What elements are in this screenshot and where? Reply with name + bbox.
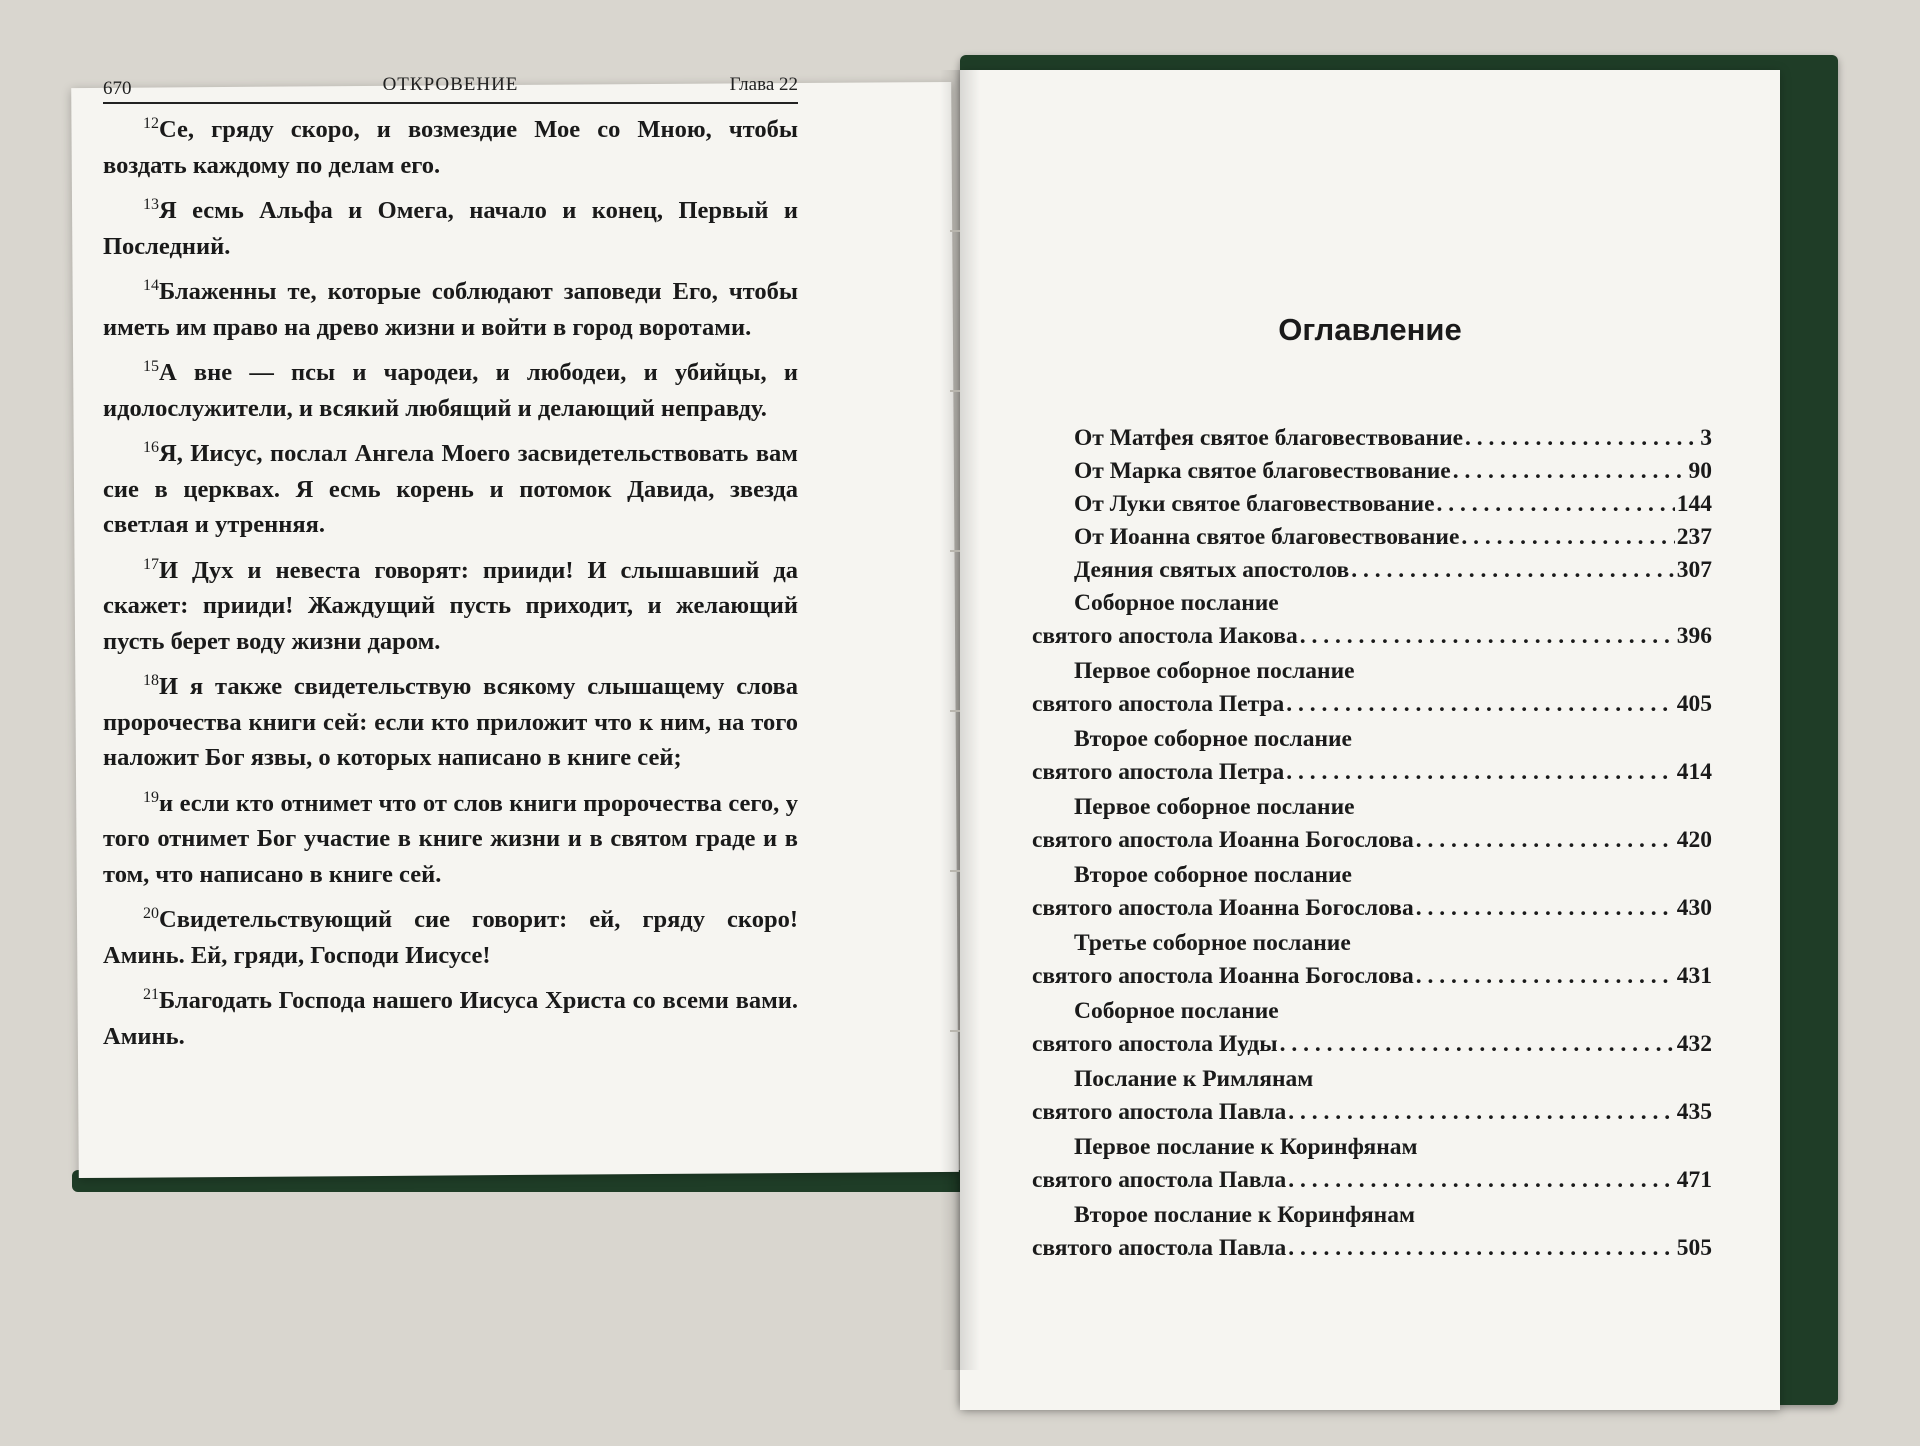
verse-number: 13 [143,195,159,213]
verse [103,112,798,183]
toc-leader-dots [1351,554,1675,587]
toc-page-number: 430 [1676,895,1712,921]
toc-entry-line: Третье соборное послание [1074,930,1351,956]
toc-entry [1032,587,1712,653]
running-head [103,70,798,104]
toc-entry-title: От Матфея святое благовествование [1074,425,1464,451]
verse-text: А вне — псы и чародеи, и любодеи, и убийцы, и идолослужители, и всякий любящий и делающий неправду. [103,359,798,422]
verse-number: 15 [143,357,159,375]
toc-leader-dots [1288,1232,1675,1265]
toc-entry-title: святого апостола Павла [1032,1235,1287,1261]
verse-number: 12 [143,114,159,132]
verse [103,669,798,776]
toc-leader-dots [1300,620,1675,653]
verse-number: 18 [143,671,159,689]
verse [103,193,798,264]
binding-stitch [950,230,960,232]
verse-text: Благодать Господа нашего Иисуса Христа со всеми вами. Аминь. [103,987,798,1050]
toc-page-number: 144 [1676,491,1712,517]
toc-entry [1032,723,1712,789]
verse [103,983,798,1054]
toc-page-number: 432 [1676,1031,1712,1057]
verse-list [103,112,798,1064]
toc-page-number: 414 [1676,759,1712,785]
toc-entry [1032,1063,1712,1129]
toc-leader-dots [1286,756,1675,789]
verse-text: И Дух и невеста говорят: прииди! И слышавший да скажет: прииди! Жаждущий пусть приходит, и желающий пусть берет воду жизни даром. [103,556,798,655]
toc-page-number: 3 [1700,425,1712,451]
toc-leader-dots [1453,455,1687,488]
toc-entry [1032,859,1712,925]
verse [103,786,798,893]
toc-leader-dots [1465,422,1698,455]
binding-stitch [950,550,960,552]
book-gutter [940,70,980,1370]
toc-page-number: 505 [1676,1235,1712,1261]
verse-number: 19 [143,788,159,806]
toc-page-number: 405 [1676,691,1712,717]
toc-leader-dots [1437,488,1675,521]
verse-number: 17 [143,555,159,573]
toc-entry-line: Соборное послание [1074,590,1279,616]
toc-entry-title: святого апостола Иакова [1032,623,1298,649]
page-number: 670 [103,78,132,99]
verse-text: И я также свидетельствую всякому слышащему слова пророчества книги сей: если кто приложит что к ним, на того наложит Бог язвы, о которых написано в книге сей; [103,673,798,771]
toc-entry [1032,995,1712,1061]
verse [103,902,798,973]
verse-text: Я есмь Альфа и Омега, начало и конец, Первый и Последний. [103,197,798,260]
toc-entry-line: Послание к Римлянам [1074,1066,1314,1092]
toc-entry-line: Второе соборное послание [1074,862,1352,888]
toc-page-number: 396 [1676,623,1712,649]
toc-entry-title: святого апостола Павла [1032,1099,1287,1125]
toc-entry-title: святого апостола Иоанна Богослова [1032,827,1414,853]
toc-page-number: 90 [1688,458,1712,484]
toc-page-number: 307 [1676,557,1712,583]
toc-leader-dots [1288,1164,1675,1197]
toc-entry [1032,655,1712,721]
toc-entry [1032,488,1712,521]
toc-entry-line: Второе соборное послание [1074,726,1352,752]
toc-entry [1032,1199,1712,1265]
toc-entry-line: Первое соборное послание [1074,658,1355,684]
verse-text: Свидетельствующий сие говорит: ей, гряду скоро! Аминь. Ей, гряди, Господи Иисусе! [103,906,798,969]
toc-entry [1032,791,1712,857]
toc-page-number: 471 [1676,1167,1712,1193]
toc-entry-title: святого апостола Иуды [1032,1031,1278,1057]
toc-leader-dots [1416,824,1675,857]
toc-entry-title: святого апостола Иоанна Богослова [1032,963,1414,989]
verse-text: Се, гряду скоро, и возмездие Мое со Мною, чтобы воздать каждому по делам его. [103,116,798,179]
toc-leader-dots [1286,688,1675,721]
toc-entry [1032,927,1712,993]
toc-entry-title: Деяния святых апостолов [1074,557,1350,583]
toc-entry-title: От Иоанна святое благовествование [1074,524,1460,550]
table-of-contents [1032,422,1712,1267]
toc-page-number: 420 [1676,827,1712,853]
toc-leader-dots [1280,1028,1675,1061]
toc-page-number: 237 [1676,524,1712,550]
verse [103,553,798,660]
toc-entry-title: святого апостола Павла [1032,1167,1287,1193]
verse-number: 16 [143,438,159,456]
toc-title: Оглавление [1278,312,1462,347]
toc-entry-line: Первое соборное послание [1074,794,1355,820]
toc-entry [1032,554,1712,587]
toc-page-number: 435 [1676,1099,1712,1125]
toc-page-number: 431 [1676,963,1712,989]
verse-number: 20 [143,904,159,922]
verse-text: и если кто отнимет что от слов книги пророчества сего, у того отнимет Бог участие в книге жизни и в святом граде и в том, что написано в книге сей. [103,789,798,888]
verse-text: Я, Иисус, послал Ангела Моего засвидетельствовать вам сие в церквах. Я есмь корень и потомок Давида, звезда светлая и утренняя. [103,440,798,538]
toc-entry [1032,422,1712,455]
verse [103,355,798,426]
verse-number: 14 [143,276,159,294]
toc-leader-dots [1288,1096,1675,1129]
verse [103,436,798,543]
verse [103,274,798,345]
verse-text: Блаженны те, которые соблюдают заповеди Его, чтобы иметь им право на древо жизни и войти в город воротами. [103,278,798,341]
toc-leader-dots [1416,892,1675,925]
toc-entry [1032,455,1712,488]
toc-entry [1032,521,1712,554]
toc-entry [1032,1131,1712,1197]
toc-entry-title: святого апостола Петра [1032,759,1285,785]
toc-entry-line: Второе послание к Коринфянам [1074,1202,1415,1228]
binding-stitch [950,710,960,712]
toc-entry-title: От Луки святое благовествование [1074,491,1435,517]
toc-entry-title: От Марка святое благовествование [1074,458,1451,484]
toc-entry-title: святого апостола Иоанна Богослова [1032,895,1414,921]
chapter-label: Глава 22 [729,74,798,95]
verse-number: 21 [143,985,159,1003]
book-title: ОТКРОВЕНИЕ [382,74,519,95]
toc-entry-title: святого апостола Петра [1032,691,1285,717]
toc-entry-line: Соборное послание [1074,998,1279,1024]
binding-stitch [950,870,960,872]
toc-leader-dots [1416,960,1675,993]
toc-entry-line: Первое послание к Коринфянам [1074,1134,1418,1160]
binding-stitch [950,1030,960,1032]
binding-stitch [950,390,960,392]
toc-leader-dots [1461,521,1674,554]
